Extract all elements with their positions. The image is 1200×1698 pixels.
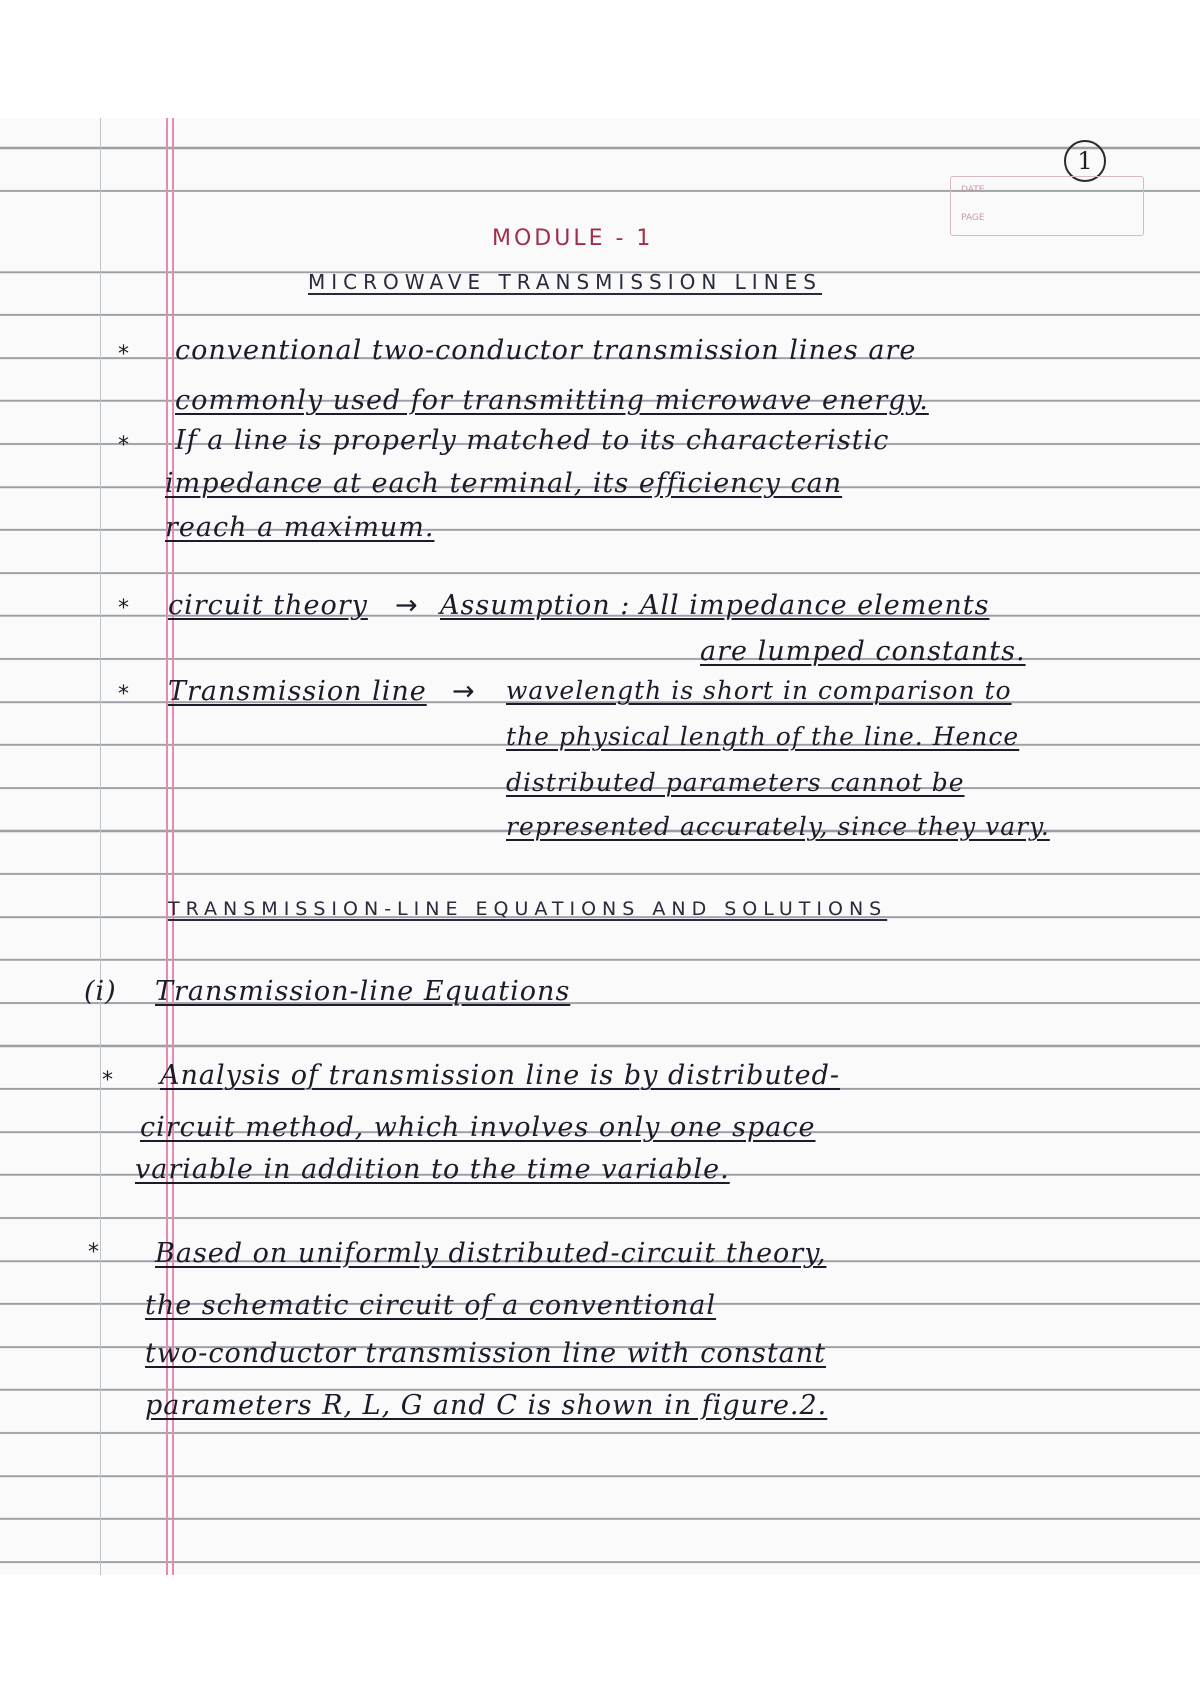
bullet: * — [102, 1068, 113, 1093]
top-blank-area — [0, 0, 1200, 118]
para3-lead: circuit theory — [168, 590, 368, 621]
para6-line2: the schematic circuit of a conventional — [145, 1290, 717, 1321]
para2-line3: reach a maximum. — [165, 512, 435, 543]
date-page-box — [950, 176, 1144, 236]
para6-line4: parameters R, L, G and C is shown in figure.2. — [145, 1390, 828, 1421]
section2-title: TRANSMISSION-LINE EQUATIONS AND SOLUTIONS — [168, 898, 888, 920]
para5-line2: circuit method, which involves only one space — [140, 1112, 816, 1143]
para4-line1: wavelength is short in comparison to — [506, 676, 1012, 705]
bullet: * — [118, 682, 129, 707]
subsection-title: Transmission-line Equations — [155, 976, 571, 1007]
para6-line3: two-conductor transmission line with constant — [145, 1338, 827, 1369]
para4-line3: distributed parameters cannot be — [506, 768, 965, 797]
module-title: MODULE - 1 — [492, 226, 654, 251]
para5-line3: variable in addition to the time variable. — [135, 1154, 730, 1185]
bullet: * — [118, 433, 129, 458]
para3-line2: are lumped constants. — [700, 636, 1026, 667]
para2-line1: If a line is properly matched to its characteristic — [175, 425, 890, 456]
arrow-icon: → — [395, 590, 419, 621]
date-label: DATE — [961, 185, 985, 195]
para1-line1: conventional two-conductor transmission lines are — [175, 335, 917, 366]
section-title: MICROWAVE TRANSMISSION LINES — [308, 270, 822, 294]
bullet: * — [118, 342, 129, 367]
subsection-number: (i) — [84, 976, 117, 1007]
para4-lead: Transmission line — [168, 676, 427, 707]
page-edge-line — [100, 118, 101, 1575]
para4-line4: represented accurately, since they vary. — [506, 812, 1050, 841]
arrow-icon: → — [452, 676, 476, 707]
para1-line2: commonly used for transmitting microwave energy. — [175, 385, 929, 416]
para6-line1: Based on uniformly distributed-circuit theory, — [155, 1238, 827, 1269]
bullet: * — [118, 596, 129, 621]
page-label: PAGE — [961, 213, 985, 223]
page-number: 1 — [1064, 140, 1106, 182]
para5-line1: Analysis of transmission line is by distributed- — [160, 1060, 841, 1091]
para2-line2: impedance at each terminal, its efficiency can — [165, 468, 843, 499]
para3-line1: Assumption : All impedance elements — [440, 590, 990, 621]
bullet: * — [88, 1240, 99, 1265]
para4-line2: the physical length of the line. Hence — [506, 722, 1020, 751]
bottom-blank-area — [0, 1575, 1200, 1698]
